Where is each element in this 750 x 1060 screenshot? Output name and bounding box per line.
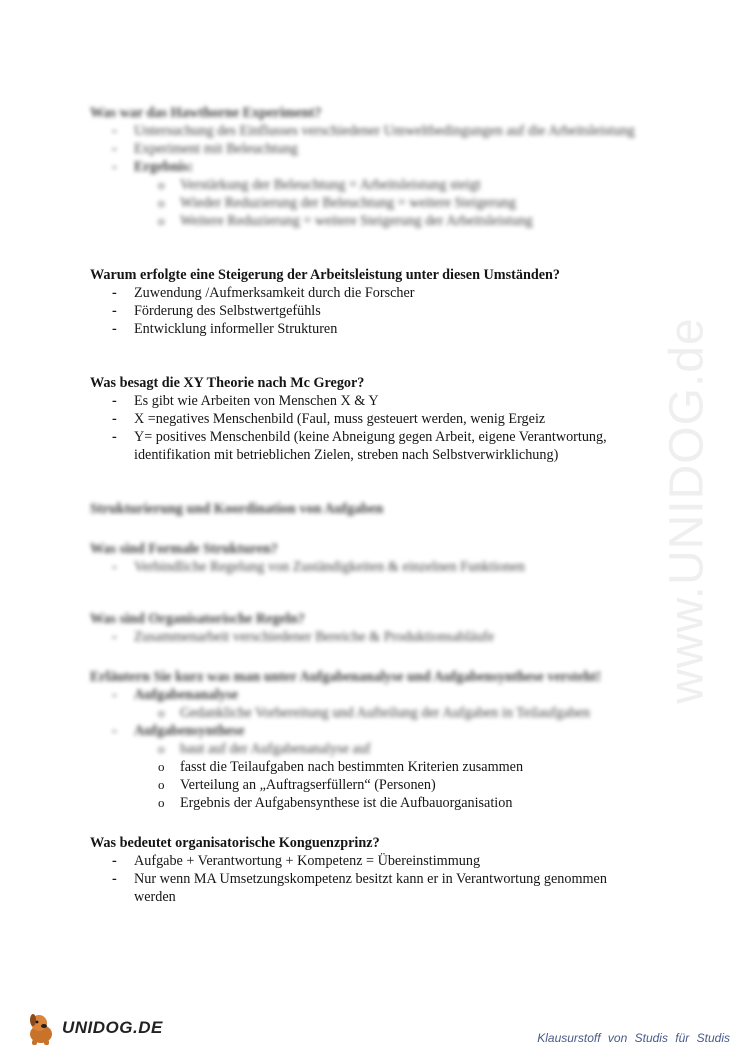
question-heading: Erläutern Sie kurz was man unter Aufgabenanalyse und Aufgabensynthese versteht!: [90, 669, 601, 685]
answer-list: [90, 122, 650, 230]
sub-list-item: o Wieder Reduzierung der Beleuchtung = weitere Steigerung: [90, 194, 650, 212]
answer-list: [90, 284, 650, 338]
question-heading: Warum erfolgte eine Steigerung der Arbeitsleistung unter diesen Umständen?: [90, 267, 561, 283]
list-item: - Verbindliche Regelung von Zuständigkeiten & einzelnen Funktionen: [90, 558, 650, 576]
sub-list-item: o Gedankliche Vorbereitung und Aufteilung der Aufgaben in Teilaufgaben: [90, 704, 650, 722]
list-item: - Nur wenn MA Umsetzungskompetenz besitzt kann er in Verantwortung genommen werden: [90, 870, 650, 906]
answer-list: [90, 852, 650, 906]
watermark-text: www.UNIDOG.de: [660, 316, 714, 704]
section-steigerung: [90, 266, 650, 338]
answer-list: [90, 628, 650, 646]
question-heading: Was besagt die XY Theorie nach Mc Gregor?: [90, 375, 365, 391]
answer-list: [90, 758, 650, 812]
section-regeln: [90, 610, 650, 646]
sub-list-item: o Ergebnis der Aufgabensynthese ist die Aufbauorganisation: [90, 794, 650, 812]
question-heading: Was bedeutet organisatorische Konguenzprinz?: [90, 835, 380, 851]
sub-list-item: o Weitere Reduzierung = weitere Steigerung der Arbeitsleistung: [90, 212, 650, 230]
unidog-logo[interactable]: [24, 1010, 204, 1046]
sub-list-item: o baut auf der Aufgabenanalyse auf: [90, 740, 650, 758]
footer-tagline: Klausurstoff von Studis für Studis: [537, 1031, 730, 1045]
list-item: - Zusammenarbeit verschiedener Bereiche & Produktionsabläufe: [90, 628, 650, 646]
list-item: - Untersuchung des Einflusses verschiedener Umweltbedingungen auf die Arbeitsleistung: [90, 122, 650, 140]
section-heading: Strukturierung und Koordination von Aufgaben: [90, 501, 384, 517]
list-item: - X =negatives Menschenbild (Faul, muss gesteuert werden, wenig Ergeiz: [90, 410, 650, 428]
list-item: - Aufgabensynthese: [90, 722, 650, 740]
watermark: [652, 280, 722, 740]
answer-list: [90, 686, 650, 758]
question-heading: Was sind Formale Strukturen?: [90, 541, 278, 557]
list-item: - Es gibt wie Arbeiten von Menschen X & Y: [90, 392, 650, 410]
blurred-block: [90, 668, 650, 758]
list-item: - Aufgabenanalyse: [90, 686, 650, 704]
section-xy-theorie: [90, 374, 650, 464]
logo-text: UNIDOG.DE: [62, 1018, 163, 1037]
sub-list-item: o fasst die Teilaufgaben nach bestimmten Kriterien zusammen: [90, 758, 650, 776]
answer-list: [90, 392, 650, 464]
section-hawthorne: [90, 104, 650, 230]
list-item: - Y= positives Menschenbild (keine Abneigung gegen Arbeit, eigene Verantwortung, identifikation mit betrieblichen Zielen, streben nach Selbstverwirklichung): [90, 428, 650, 464]
section-kongruenzprinzip: [90, 834, 650, 906]
sub-list-item: o Verteilung an „Auftragserfüllern“ (Personen): [90, 776, 650, 794]
question-heading: Was sind Organisatorische Regeln?: [90, 611, 305, 627]
section-strukturierung: [90, 500, 650, 576]
list-item: - Entwicklung informeller Strukturen: [90, 320, 650, 338]
list-item: - Zuwendung /Aufmerksamkeit durch die Forscher: [90, 284, 650, 302]
list-item: - Experiment mit Beleuchtung: [90, 140, 650, 158]
section-aufgabenanalyse: [90, 668, 650, 812]
question-heading: Was war das Hawthorne Experiment?: [90, 105, 322, 121]
list-item: - Förderung des Selbstwertgefühls: [90, 302, 650, 320]
list-item: - Ergebnis:: [90, 158, 650, 176]
dog-mascot-icon: [24, 1010, 58, 1046]
answer-list: [90, 558, 650, 576]
sub-list-item: o Verstärkung der Beleuchtung = Arbeitsleistung steigt: [90, 176, 650, 194]
document-content: [90, 104, 650, 906]
list-item: - Aufgabe + Verantwortung + Kompetenz = Übereinstimmung: [90, 852, 650, 870]
